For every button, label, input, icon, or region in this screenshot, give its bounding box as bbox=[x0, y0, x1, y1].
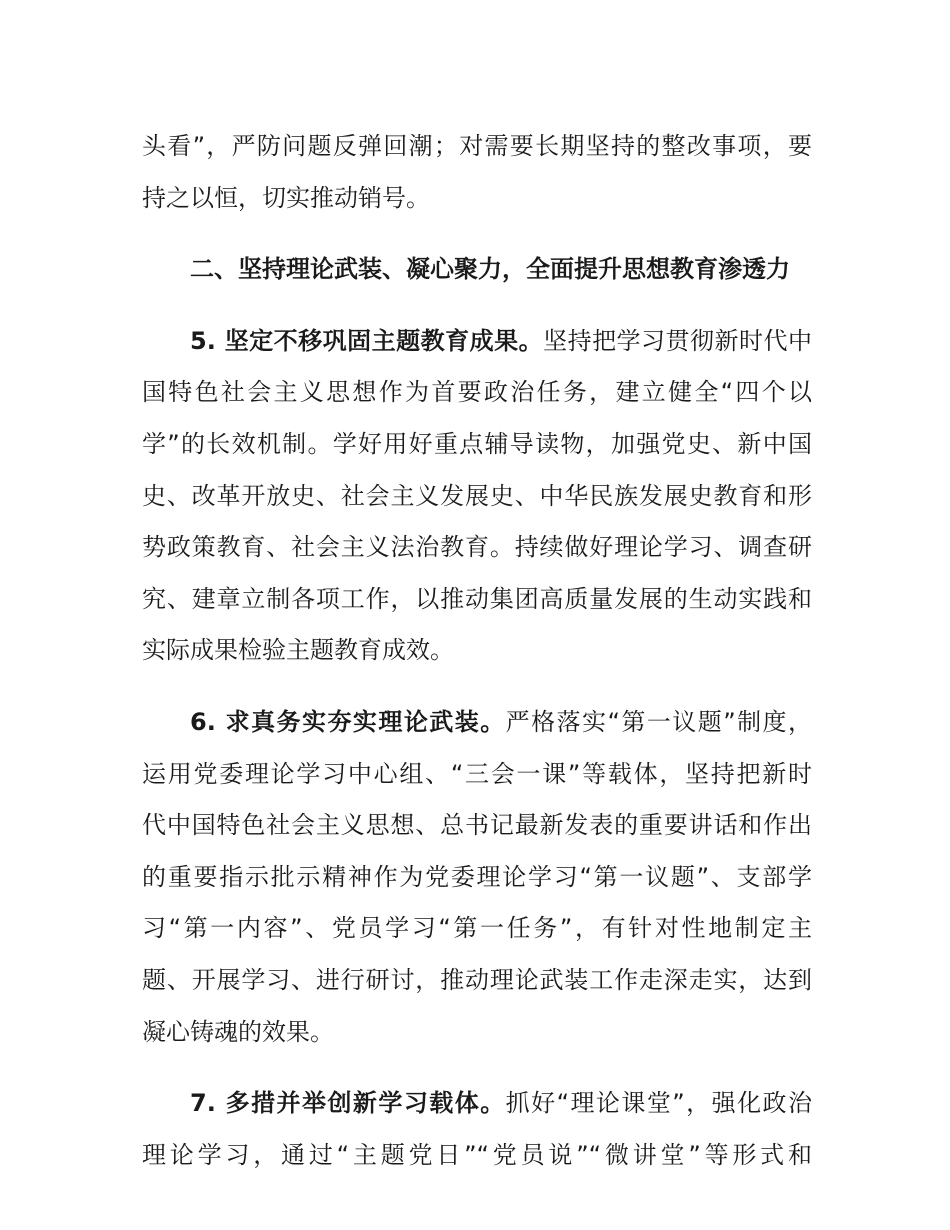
list-item-6 bbox=[142, 697, 812, 1058]
paragraph-line: 学”的长效机制。学好用好重点辅导读物，加强党史、新中国 bbox=[142, 429, 812, 458]
paragraph-line: 习“第一内容”、党员学习“第一任务”，有针对性地制定主 bbox=[142, 914, 812, 943]
paragraph-line: 究、建章立制各项工作，以推动集团高质量发展的生动实践和 bbox=[142, 584, 812, 613]
spacer bbox=[142, 1058, 812, 1078]
paragraph-line: 国特色社会主义思想作为首要政治任务，建立健全“四个以 bbox=[142, 378, 812, 407]
paragraph-line: 势政策教育、社会主义法治教育。持续做好理论学习、调查研 bbox=[142, 533, 812, 562]
paragraph-line: 头看”，严防问题反弹回潮；对需要长期坚持的整改事项，要 bbox=[142, 132, 812, 160]
paragraph-line: 代中国特色社会主义思想、总书记最新发表的重要讲话和作出 bbox=[142, 811, 812, 840]
item-title: 5. 坚定不移巩固主题教育成果。 bbox=[190, 326, 544, 355]
item-title: 7. 多措并举创新学习载体。 bbox=[190, 1089, 506, 1118]
item-title: 6. 求真务实夯实理论武装。 bbox=[190, 707, 506, 736]
paragraph-line: 运用党委理论学习中心组、“三会一课”等载体，坚持把新时 bbox=[142, 759, 812, 788]
list-item-5 bbox=[142, 316, 812, 677]
paragraph-line: 实际成果检验主题教育成效。 bbox=[142, 636, 454, 665]
section-heading: 二、坚持理论武装、凝心聚力，全面提升思想教育渗透力 bbox=[190, 255, 790, 284]
spacer bbox=[142, 224, 812, 244]
paragraph-line: 凝心铸魂的效果。 bbox=[142, 1017, 334, 1046]
spacer bbox=[142, 296, 812, 316]
paragraph-line: 题、开展学习、进行研讨，推动理论武装工作走深走实，达到 bbox=[142, 965, 812, 994]
paragraph-line: 史、改革开放史、社会主义发展史、中华民族发展史教育和形 bbox=[142, 481, 812, 510]
item-first-line bbox=[142, 316, 812, 368]
paragraph-line: 持之以恒，切实推动销号。 bbox=[142, 183, 430, 212]
document-body bbox=[142, 121, 812, 1181]
item-text: 严格落实“第一议题”制度， bbox=[505, 707, 812, 736]
paragraph-line: 理论学习，通过“主题党日”“党员说”“微讲堂”等形式和 bbox=[142, 1140, 812, 1169]
item-first-line bbox=[142, 1078, 812, 1130]
continued-paragraph bbox=[142, 121, 812, 224]
paragraph-line: 的重要指示批示精神作为党委理论学习“第一议题”、支部学 bbox=[142, 862, 812, 891]
item-text: 抓好“理论课堂”，强化政治 bbox=[505, 1089, 812, 1118]
item-first-line bbox=[142, 697, 812, 749]
item-text: 坚持把学习贯彻新时代中 bbox=[543, 326, 812, 355]
spacer bbox=[142, 677, 812, 697]
list-item-7 bbox=[142, 1078, 812, 1181]
